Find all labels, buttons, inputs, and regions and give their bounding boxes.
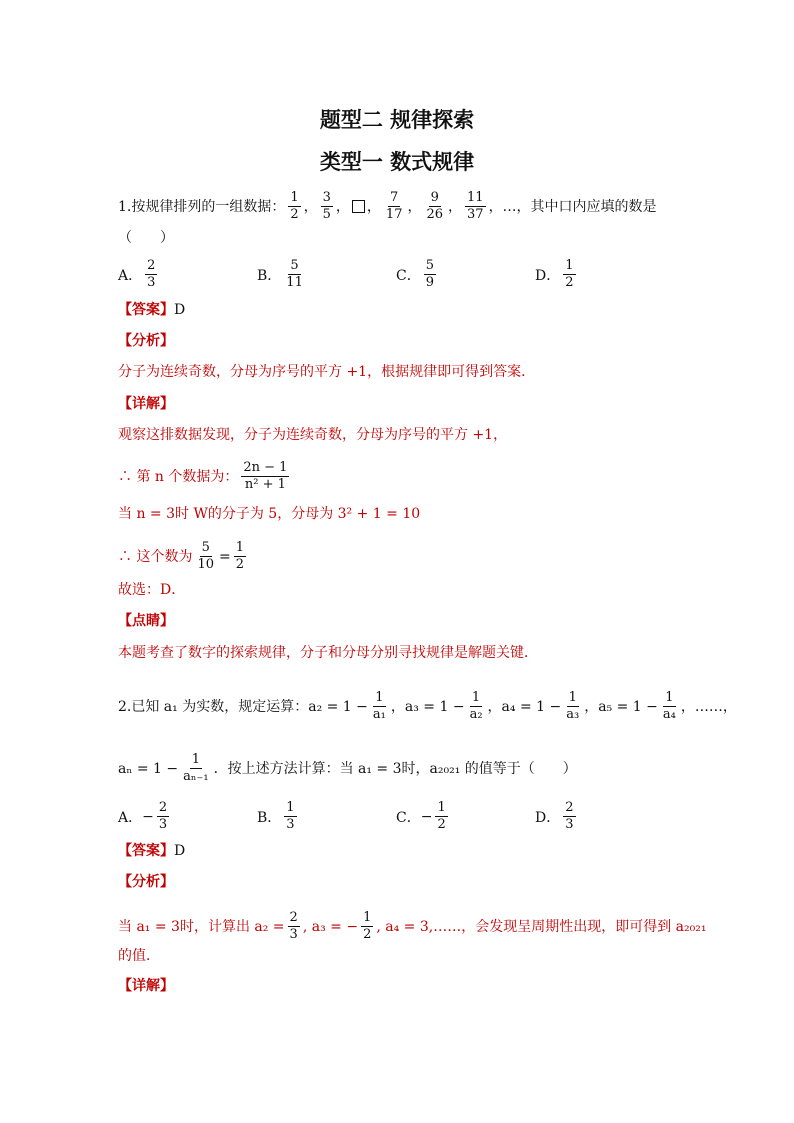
q2-stem-2: aₙ = 1 − $\frac{1}{\text{aₙ₋₁}}$ ．按上述方法计算：当 a₁ = 3时，a₂₀₂₁ 的值等于（ ） [118,752,577,784]
q1-analysis-tag: 【分析】 [118,333,174,349]
q1-comment: 本题考查了数字的探索规律，分子和分母分别寻找规律是解题关键． [118,645,538,661]
q1-frac-4: $\frac{9}{26}$ [426,190,444,222]
page-title: 题型二 规律探索 [319,108,475,132]
q1-analysis: 分子为连续奇数，分母为序号的平方 +1，根据规律即可得到答案． [118,364,536,380]
q1-detail-5: 故选：D． [118,582,186,598]
q2-analysis-2: 的值． [118,948,160,964]
q2-stem-1: 2.已知 a₁ 为实数，规定运算： a₂ = 1 − $\frac{1}{\text{a₁}}$ ， a₃ = 1 − $\frac{1}{\text{a₂}}$ ， a₄ = 1 − $\frac{1}{\text{a₃}}$ ， a₅ = 1 − $\frac{1}{\text{a₄}}$ ，……， [118,690,737,722]
q1-paren: （ ） [118,230,174,246]
q1-option-a: A． $\frac{2}{3}$ [118,258,156,290]
q2-detail-tag: 【详解】 [118,978,174,994]
q1-suffix: ，…，其中口内应填的数是 [488,198,657,215]
q2-option-c: C． − $\frac{1}{2}$ [396,800,446,832]
q1-frac-1: $\frac{1}{2}$ [290,190,299,222]
q1-frac-3: $\frac{7}{17}$ [385,190,403,222]
q1-detail-tag: 【详解】 [118,396,174,412]
q1-answer: 【答案】 D [118,302,186,318]
q1-frac-5: $\frac{11}{37}$ [467,190,484,222]
q1-option-b: B． $\frac{5}{11}$ [257,258,303,290]
q2-option-d: D． $\frac{2}{3}$ [535,800,574,832]
q1-detail-1: 观察这排数据发现，分子为连续奇数，分母为序号的平方 +1， [118,427,508,443]
q2-answer: 【答案】 D [118,843,186,859]
q1-prefix: 1.按规律排列的一组数据： [118,198,286,215]
blank-box [352,200,365,213]
q1-option-d: D． $\frac{1}{2}$ [535,258,574,290]
q1-stem: 1.按规律排列的一组数据： $\frac{1}{2}$ ， $\frac{3}{5}$ ， ， $\frac{7}{17}$ ， $\frac{9}{26}$ ， $\frac{11}{37}$ ，…，其中口内应填的数是 [118,190,657,222]
q1-detail-3: 当 n = 3时 W的分子为 5，分母为 3² + 1 = 10 [118,506,421,522]
q2-option-b: B． $\frac{1}{3}$ [257,800,295,832]
q1-detail-2: ∴ 第 n 个数据为： $\frac{2n - 1}{\text{n² + 1}}$ [118,460,288,492]
q1-comment-tag: 【点睛】 [118,613,174,629]
q1-detail-4: ∴ 这个数为 $\frac{5}{10}$ = $\frac{1}{2}$ [118,540,245,572]
q1-option-c: C． $\frac{5}{9}$ [396,258,434,290]
q2-analysis-tag: 【分析】 [118,874,174,890]
q2-analysis-1: 当 a₁ = 3时，计算出 a₂ = $\frac{2}{3}$ , a₃ = − $\frac{1}{2}$ , a₄ = 3,……，会发现呈周期性出现，即可得到 a₂₀₂₁ [118,910,707,942]
q1-frac-2: $\frac{3}{5}$ [322,190,331,222]
q2-option-a: A． − $\frac{2}{3}$ [118,800,168,832]
section-title: 类型一 数式规律 [319,150,475,174]
